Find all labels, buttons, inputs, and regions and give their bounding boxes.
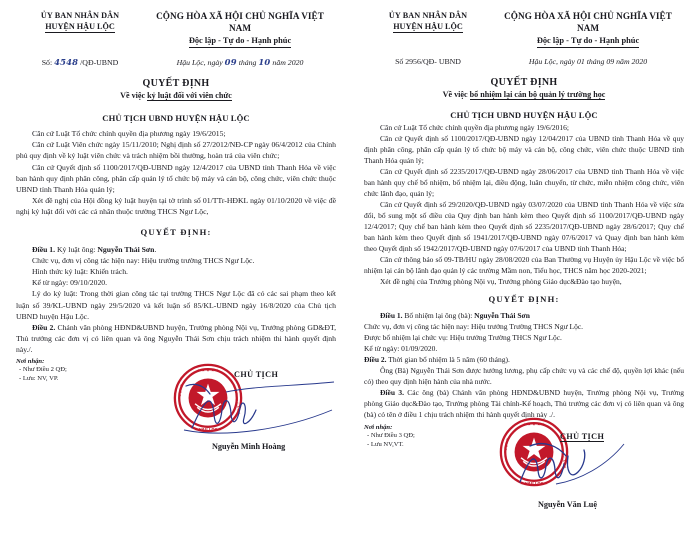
article-1-label: Điều 1. [32, 244, 56, 254]
place-date-line: Hậu Lộc, ngày 01 tháng 09 năm 2020 [528, 57, 648, 66]
national-motto: Độc lập - Tự do - Hạnh phúc [144, 35, 336, 48]
article-2-label: Điều 2. [32, 323, 56, 333]
svg-text:U B N D: U B N D [503, 437, 510, 451]
article-detail-reason: Lý do kỷ luật: Trong thời gian công tác tại trường THCS Ngư Lộc đã có các sai phạm theo kết luận số 39/KL-UBND ngày 29/5/2020 và kết luận số 85/KL-UBND ngày 16/8/2020 của Chủ tịch UBND huyện Hậu Lộc. [16, 289, 336, 321]
decide-heading: QUYẾT ĐỊNH: [140, 226, 212, 237]
recipient-item: - Lưu NV,VT. [367, 441, 404, 448]
preamble-clause: Căn cứ Luật Viên chức ngày 15/11/2010; Nghị định số 27/2012/NĐ-CP ngày 06/4/2012 của Chính phủ quy định về kỷ luật viên chức và trách nhiệm bồi thường, hoàn trả của viên chức; [16, 140, 336, 161]
preamble-clause: Căn cứ Quyết định số 2235/2017/QĐ-UBND ngày 28/06/2017 của UBND tỉnh Thanh Hóa về việc ban hành quy chế bổ nhiệm, bổ nhiệm lại, điều động, luân chuyển, từ chức, miễn nhiệm công chức, viên chức lãnh đạo, quản lý; [364, 167, 684, 198]
national-heading-block [144, 10, 336, 48]
org-line-1: ỦY BAN NHÂN DÂN [40, 11, 120, 20]
national-heading-block [492, 10, 684, 48]
handwritten-signature [184, 380, 344, 440]
preamble-clause: Căn cứ Quyết định số 29/2020/QĐ-UBND ngày 03/07/2020 của UBND tỉnh Thanh Hóa về việc sửa đổi, bổ sung một số điều của Quy định ban hành kèm theo Quyết định số 1100/2017/QĐ-UBND ngày 12/4/2017; Quy chế ban hành kèm theo Quyết định số 2235/2017/QĐ-UBND ngày 28/6/2017; Quy chế ban hành kèm theo Quyết định số 1941/2017/QĐ-UBND ngày 07/6/2017 và Quay định ban hành kèm theo Quyết định số 1942/2017/QĐ-UBND ngày 07/6/2017 của UBND tỉnh Thanh Hóa; [364, 200, 684, 253]
signer-title: CHỦ TỊCH [560, 432, 605, 441]
day-handwritten: 09 [224, 57, 237, 67]
svg-text:T H A N H: T H A N H [560, 452, 567, 469]
article-detail-form: Hình thức kỷ luật: Khiển trách. [32, 267, 128, 277]
signature-block [16, 358, 336, 468]
signature-block [364, 424, 684, 534]
handwritten-signature [510, 438, 650, 494]
issuing-authority-block [364, 10, 492, 33]
recipients-heading: Nơi nhận: [16, 357, 45, 365]
article-detail-position: Chức vụ, đơn vị công tác hiện nay: Hiệu trưởng trường THCS Ngư Lộc. [32, 255, 255, 265]
preamble-clause: Căn cứ thông báo số 09-TB/HU ngày 28/08/2020 của Ban Thường vụ Huyện ủy Hậu Lộc về việc bổ nhiệm lại cán bộ lãnh đạo quản lý các trường Mầm non, Tiểu học, THCS năm học 2020-2021; [364, 255, 684, 275]
year-word: năm 2020 [272, 58, 304, 67]
article-2-text: Chánh văn phòng HĐND&UBND huyện, Trưởng phòng Nội vụ, Trưởng phòng GD&ĐT, Thủ trưởng các đơn vị có liên quan và ông Nguyễn Thái Sơn chịu trách nhiệm thi hành quyết định này./. [16, 323, 336, 355]
document-header [16, 10, 336, 48]
article-2 [364, 354, 684, 365]
org-line-2: HUYỆN HẬU LỘC [45, 22, 115, 31]
preamble-clause: Xét đề nghị của Trưởng phòng Nội vụ, Trưởng phòng Giáo dục&Đào tạo huyện, [380, 277, 622, 286]
signer-name: Nguyễn Văn Luệ [538, 500, 597, 509]
national-title: CỘNG HÒA XÃ HỘI CHỦ NGHĨA VIỆT NAM [156, 11, 324, 33]
article-detail-effective-date: Kể từ ngày: 01/09/2020. [364, 344, 438, 353]
preamble-clause: Căn cứ Luật Tổ chức chính quyền địa phương ngày 19/6/2016; [380, 123, 569, 132]
article-2 [16, 322, 336, 356]
org-line-2: HUYỆN HẬU LỘC [393, 22, 463, 31]
preamble-clause: Xét đề nghị của Hội đồng kỷ luật huyện tại tờ trình số 01/TTr-HĐKL ngày 01/10/2020 về việc đề nghị kỷ luật đối với các cá nhân thuộc trường THCS Ngư Lộc, [16, 196, 336, 217]
article-detail-reappointed-position: Được bổ nhiệm lại chức vụ: Hiệu trưởng Trường THCS Ngư Lộc. [364, 333, 562, 342]
svg-text:★ ★ ★ ★ ★: ★ ★ ★ ★ ★ [523, 422, 545, 427]
preamble-clause: Căn cứ Quyết định số 1100/2017/QĐ-UBND ngày 12/4/2017 của UBND tỉnh Thanh Hóa về việc ban hành quy định phân công, phân cấp quản lý tổ chức bộ máy và cán bộ, công chức, viên chức thuộc UBND tỉnh Thanh Hóa quản lý; [16, 162, 336, 195]
article-1 [364, 310, 684, 321]
document-number: Số 2956/QĐ- UBND [395, 57, 461, 66]
month-word: tháng [238, 58, 257, 67]
place-date-prefix: Hậu Lộc, ngày [176, 58, 223, 67]
article-1 [16, 244, 336, 255]
svg-text:★ HẬU LỘC ★: ★ HẬU LỘC ★ [520, 481, 548, 486]
article-1-text: Bổ nhiệm lại ông (bà): [402, 311, 475, 320]
document-subtitle: Về việc kỷ luật đối với viên chức [120, 91, 232, 100]
document-header [364, 10, 684, 48]
document-page-left [0, 0, 350, 457]
signer-title: CHỦ TỊCH [234, 369, 279, 379]
signer-name: Nguyễn Minh Hoàng [212, 441, 286, 451]
recipient-item: - Như Điều 3 QĐ; [367, 432, 415, 439]
document-number-row [16, 57, 336, 67]
signing-authority-heading: CHỦ TỊCH UBND HUYỆN HẬU LỘC [450, 110, 598, 120]
article-3-label: Điều 3. [380, 388, 404, 397]
document-number-row [364, 57, 684, 66]
recipients-heading: Nơi nhận: [364, 424, 393, 431]
article-3-text: Các ông (bà) Chánh văn phòng HĐND&UBND huyện, Trưởng phòng Nội vụ, Trưởng phòng Giáo dục&Đào tạo, Trưởng phòng Tài chính-Kế hoạch, Thủ trưởng các đơn vị có liên quan và ông (bà) có tên ở điều 1 chịu trách nhiệm thi hành quyết định này ./. [364, 388, 684, 419]
decide-heading: QUYẾT ĐỊNH: [488, 294, 560, 304]
article-1-person-name: Nguyễn Thái Sơn [97, 244, 155, 254]
document-page-right [350, 0, 700, 509]
article-1-text: Kỷ luật ông: [55, 244, 98, 254]
svg-text:T H A N H: T H A N H [234, 398, 241, 415]
signing-authority-heading: CHỦ TỊCH UBND HUYỆN HẬU LỘC [102, 113, 250, 123]
month-handwritten: 10 [258, 57, 271, 67]
article-detail-effective-date: Kể từ ngày: 09/10/2020. [32, 278, 108, 288]
article-2-benefits: Ông (Bà) Nguyễn Thái Sơn được hưởng lương, phụ cấp chức vụ và các chế độ, quyền lợi khác (nếu có) theo quy định hiện hành của nhà nước. [364, 366, 684, 386]
svg-text:★ HẬU LỘC ★: ★ HẬU LỘC ★ [194, 427, 222, 432]
document-number-suffix: /QĐ-UBND [80, 58, 119, 67]
article-2-text: Thời gian bổ nhiệm là 5 năm (60 tháng). [386, 355, 510, 364]
org-line-1: ỦY BAN NHÂN DÂN [388, 11, 468, 20]
preamble-clause: Căn cứ Luật Tổ chức chính quyền địa phương ngày 19/6/2015; [32, 129, 226, 138]
document-number-prefix: Số: [41, 58, 53, 67]
place-date-line [144, 57, 336, 67]
document-title: QUYẾT ĐỊNH [142, 78, 210, 89]
issuing-authority-block [16, 10, 144, 33]
document-number-handwritten: 4548 [54, 57, 79, 67]
recipient-item: - Lưu: NV, VP. [19, 374, 59, 382]
document-title: QUYẾT ĐỊNH [490, 77, 558, 88]
document-number [16, 57, 144, 67]
svg-text:★ ★ ★ ★ ★: ★ ★ ★ ★ ★ [197, 368, 219, 373]
svg-text:U B N D: U B N D [177, 383, 184, 397]
document-subtitle: Về việc bổ nhiệm lại cán bộ quản lý trường học [442, 90, 606, 99]
article-1-person-name: Nguyễn Thái Sơn [474, 311, 530, 320]
national-title: CỘNG HÒA XÃ HỘI CHỦ NGHĨA VIỆT NAM [504, 11, 672, 33]
preamble-clause: Căn cứ Quyết định số 1100/2017/QĐ-UBND ngày 12/04/2017 của UBND tỉnh Thanh Hóa về quy định phân công, phân cấp quản lý tổ chức bộ máy và cán bộ, công chức, viên chức thuộc UBND tỉnh Thanh Hóa quản lý; [364, 134, 684, 165]
article-1-label: Điều 1. [380, 311, 403, 320]
national-motto: Độc lập - Tự do - Hạnh phúc [492, 35, 684, 48]
article-1-tail: . [154, 244, 157, 254]
recipient-item: - Như Điều 2 QĐ; [19, 365, 67, 373]
article-detail-current-position: Chức vụ, đơn vị công tác hiện nay: Hiệu trưởng Trường THCS Ngư Lộc. [364, 322, 584, 331]
article-2-label: Điều 2. [364, 355, 387, 364]
